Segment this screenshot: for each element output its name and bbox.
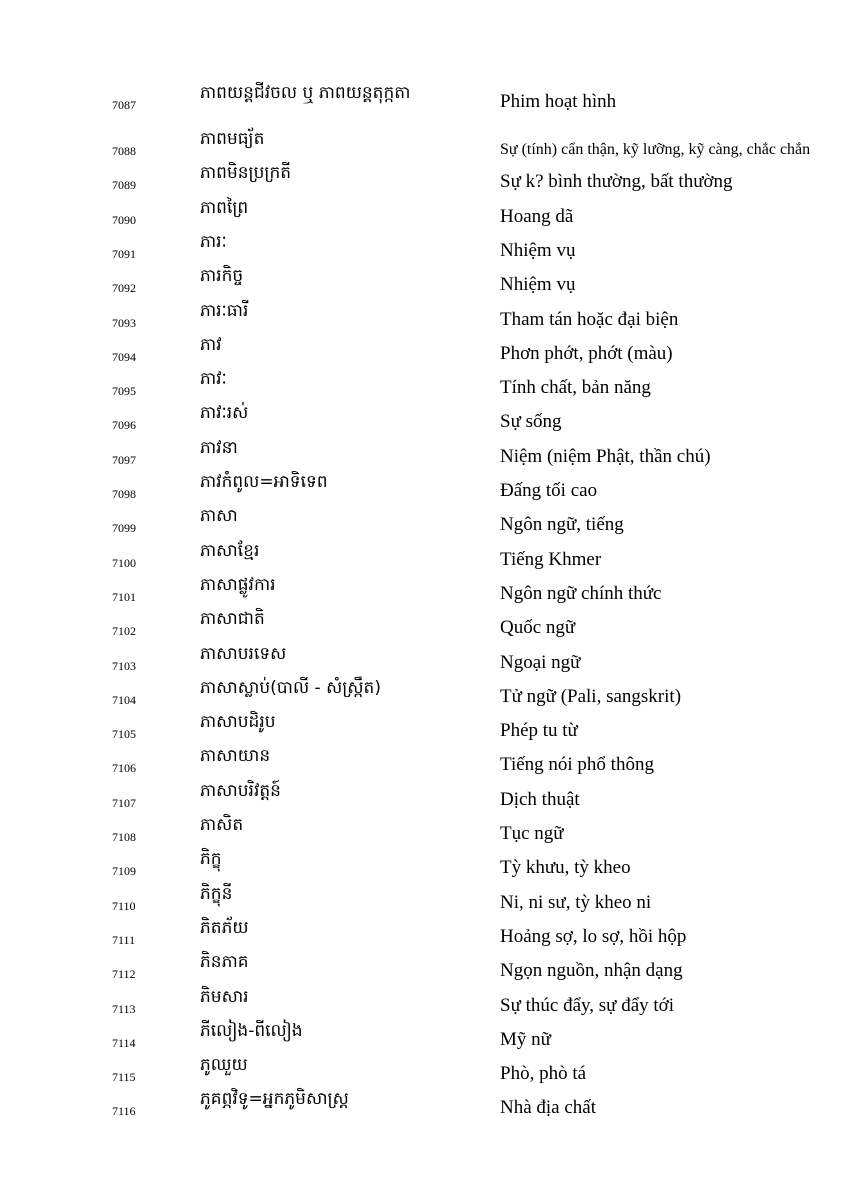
- entry-number: 7114: [112, 1035, 136, 1050]
- vietnamese-translation: Sự k? bình thường, bất thường: [500, 171, 733, 193]
- entry-number: 7105: [112, 727, 136, 742]
- khmer-term: ភូឈួយ: [200, 1055, 248, 1076]
- khmer-term: ភាសាជាតិ: [200, 609, 265, 630]
- khmer-term: ភាវៈ: [200, 369, 227, 390]
- dictionary-entry: [0, 609, 848, 643]
- vietnamese-translation: Sự sống: [500, 411, 562, 433]
- dictionary-entry: [0, 1021, 848, 1055]
- vietnamese-translation: Ni, ni sư, tỳ kheo ni: [500, 891, 652, 913]
- entry-number: 7115: [112, 1070, 136, 1085]
- vietnamese-translation: Niệm (niệm Phật, thần chú): [500, 445, 711, 467]
- entry-number: 7107: [112, 795, 136, 810]
- vietnamese-translation: Tỳ khưu, tỳ kheo: [500, 857, 631, 879]
- khmer-term: ភាសាផ្លូវការ: [200, 574, 276, 595]
- vietnamese-translation: Nhiệm vụ: [500, 274, 576, 296]
- khmer-term: ភាសាបរិវត្តន៍: [200, 780, 281, 801]
- khmer-term: ភិក្ខុ: [200, 849, 222, 870]
- dictionary-entry: [0, 575, 848, 609]
- entry-number: 7108: [112, 830, 136, 844]
- vietnamese-translation: Sự thúc đẩy, sự đẩy tới: [500, 994, 675, 1016]
- vietnamese-translation: Tử ngữ (Pali, sangskrit): [500, 685, 682, 707]
- dictionary-entry: [0, 987, 848, 1021]
- vietnamese-translation: Nhiệm vụ: [500, 239, 576, 261]
- khmer-term: ភិតភ័យ: [200, 917, 249, 938]
- dictionary-entry: [0, 438, 848, 472]
- dictionary-entry: [0, 541, 848, 575]
- khmer-term: ភាវនា: [200, 437, 238, 458]
- dictionary-entry: [0, 129, 848, 163]
- entry-number: 7098: [112, 487, 136, 501]
- khmer-term: ភារៈ: [200, 231, 227, 252]
- entry-number: 7103: [112, 658, 136, 673]
- vietnamese-translation: Nhà địa chất: [500, 1097, 597, 1119]
- entry-number: 7092: [112, 281, 136, 296]
- vietnamese-translation: Ngôn ngữ, tiếng: [500, 514, 624, 536]
- vietnamese-translation: Tính chất, bản năng: [500, 377, 651, 399]
- entry-number: 7106: [112, 761, 136, 776]
- dictionary-entry: [0, 815, 848, 849]
- entry-number: 7110: [112, 898, 136, 913]
- dictionary-entry: [0, 781, 848, 815]
- dictionary-entry: [0, 301, 848, 335]
- entry-number: 7102: [112, 624, 136, 639]
- vietnamese-translation: Ngôn ngữ chính thức: [500, 582, 662, 604]
- khmer-term: ភាសាបដិរូប: [200, 712, 276, 733]
- entry-number: 7113: [112, 1001, 136, 1016]
- entry-number: 7090: [112, 212, 136, 227]
- dictionary-entry: [0, 506, 848, 540]
- entry-number: 7096: [112, 418, 136, 433]
- khmer-term: ភារកិច្ច: [200, 266, 244, 287]
- khmer-term: ភាពយន្តជីវចល ឬ ភាពយន្តតុក្កតា: [200, 83, 411, 103]
- dictionary-entry: [0, 163, 848, 197]
- dictionary-entry: [0, 918, 848, 952]
- khmer-term: ភូគព្ភវិទូ=អ្នកភូមិសាស្ត្រ: [200, 1089, 349, 1110]
- entry-number: 7091: [112, 246, 136, 261]
- dictionary-entry: [0, 403, 848, 437]
- vietnamese-translation: Phò, phò tá: [500, 1063, 587, 1085]
- vietnamese-translation: Sự (tính) cẩn thận, kỹ lưỡng, kỹ càng, chắc chắn: [500, 141, 811, 158]
- entry-number: 7088: [112, 144, 136, 158]
- khmer-term: ភាពមធ្យ័ត: [200, 129, 265, 149]
- dictionary-entry: [0, 849, 848, 883]
- vietnamese-translation: Đấng tối cao: [500, 480, 598, 501]
- vietnamese-translation: Dịch thuật: [500, 788, 580, 810]
- khmer-term: ភាវៈរស់: [200, 403, 249, 424]
- entry-number: 7109: [112, 864, 136, 879]
- vietnamese-translation: Hoang dã: [500, 205, 574, 227]
- dictionary-entry: [0, 678, 848, 712]
- entry-number: 7095: [112, 384, 136, 399]
- entry-number: 7093: [112, 315, 136, 330]
- khmer-term: ភារៈធារី: [200, 300, 249, 321]
- dictionary-entry: [0, 232, 848, 266]
- vietnamese-translation: Ngoại ngữ: [500, 651, 581, 673]
- dictionary-entry: [0, 746, 848, 780]
- vietnamese-translation: Quốc ngữ: [500, 617, 576, 639]
- khmer-term: ភិមសារ: [200, 986, 249, 1007]
- vietnamese-translation: Ngọn nguồn, nhận dạng: [500, 960, 683, 982]
- khmer-term: ភាពព្រៃ: [200, 197, 249, 218]
- entry-number: 7099: [112, 521, 136, 536]
- entry-number: 7116: [112, 1104, 136, 1119]
- vietnamese-translation: Mỹ nữ: [500, 1028, 551, 1050]
- khmer-term: ភាសាបរទេស: [200, 643, 287, 664]
- khmer-term: ភិនភាគ: [200, 952, 249, 973]
- dictionary-entry: [0, 198, 848, 232]
- entry-number: 7104: [112, 692, 136, 707]
- entry-number: 7101: [112, 589, 136, 604]
- khmer-term: ភិក្ខុនី: [200, 883, 233, 904]
- dictionary-entry: [0, 83, 848, 117]
- vietnamese-translation: Phép tu từ: [500, 720, 578, 742]
- khmer-term: ភាសាស្លាប់(បាលី - សំស្ក្រឹត): [200, 677, 381, 698]
- vietnamese-translation: Phim hoạt hình: [500, 91, 617, 112]
- vietnamese-translation: Tham tán hoặc đại biện: [500, 308, 679, 330]
- dictionary-entry: [0, 884, 848, 918]
- vietnamese-translation: Tiếng Khmer: [500, 548, 602, 570]
- dictionary-entry: [0, 952, 848, 986]
- khmer-term: ភាពមិនប្រក្រតី: [200, 163, 292, 184]
- entry-number: 7089: [112, 178, 136, 193]
- entry-number: 7094: [112, 349, 136, 364]
- vietnamese-translation: Phơn phớt, phớt (màu): [500, 342, 673, 364]
- khmer-term: ភាសិត: [200, 815, 244, 835]
- dictionary-entry: [0, 266, 848, 300]
- dictionary-entry: [0, 369, 848, 403]
- dictionary-entry: [0, 1055, 848, 1089]
- dictionary-entry: [0, 644, 848, 678]
- khmer-term: ភាវ: [200, 334, 222, 355]
- khmer-term: ភាសាយាន: [200, 746, 271, 767]
- khmer-term: ភាសាខ្មែរ: [200, 540, 260, 561]
- khmer-term: ភីលៀង-ពីលៀង: [200, 1020, 303, 1041]
- dictionary-entry: [0, 472, 848, 506]
- vietnamese-translation: Tục ngữ: [500, 823, 564, 844]
- dictionary-entry: [0, 335, 848, 369]
- entry-number: 7112: [112, 967, 136, 982]
- entry-number: 7111: [112, 932, 136, 947]
- khmer-term: ភាសា: [200, 506, 238, 527]
- dictionary-entry: [0, 1089, 848, 1123]
- entry-number: 7097: [112, 452, 136, 467]
- vietnamese-translation: Hoảng sợ, lo sợ, hồi hộp: [500, 925, 687, 947]
- khmer-term: ភាវកំពូល=អាទិទេព: [200, 472, 328, 492]
- entry-number: 7100: [112, 555, 136, 570]
- entry-number: 7087: [112, 98, 136, 112]
- dictionary-entry: [0, 712, 848, 746]
- vietnamese-translation: Tiếng nói phổ thông: [500, 754, 654, 776]
